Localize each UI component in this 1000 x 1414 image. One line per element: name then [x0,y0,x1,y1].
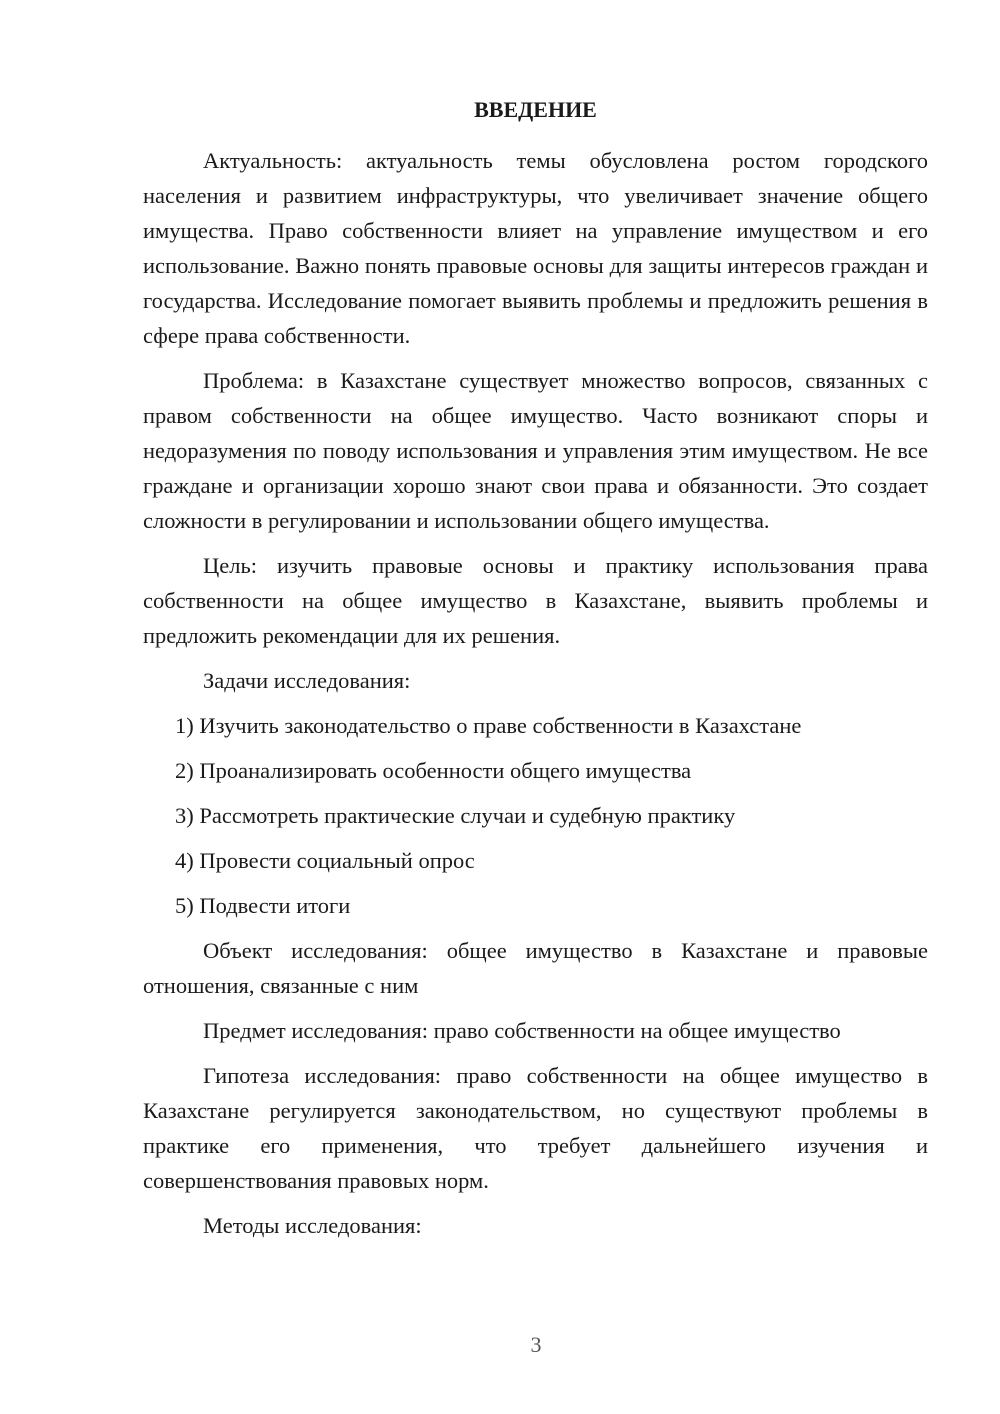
list-item: 1) Изучить законодательство о праве собственности в Казахстане [175,713,802,738]
list-item: 2) Проанализировать особенности общего имущества [175,758,692,783]
section-heading: ВВЕДЕНИЕ [474,97,597,122]
list-item: 5) Подвести итоги [175,893,351,918]
paragraph-relevance: Актуальность: актуальность темы обусловлена ростом городского населения и развитием инфраструктуры, что увеличивает значение общего имущества. Право собственности влияет на управление имуществом и его использование. Важно понять правовые основы для защиты интересов граждан и государства. Исследование помогает выявить проблемы и предложить решения в сфере права собственности. [143,148,928,348]
paragraph-problem: Проблема: в Казахстане существует множество вопросов, связанных с правом собственности на общее имущество. Часто возникают споры и недоразумения по поводу использования и управления этим имуществом. Не все граждане и организации хорошо знают свои права и обязанности. Это создает сложности в регулировании и использовании общего имущества. [143,368,928,533]
methods-title: Методы исследования: [203,1213,422,1238]
list-item: 4) Провести социальный опрос [175,848,475,873]
document-page [143,92,928,1253]
paragraph-subject: Предмет исследования: право собственности на общее имущество [203,1018,841,1043]
tasks-title: Задачи исследования: [203,668,411,693]
list-item: 3) Рассмотреть практические случаи и судебную практику [175,803,736,828]
tasks-list [143,708,928,923]
paragraph-object: Объект исследования: общее имущество в Казахстане и правовые отношения, связанные с ним [143,938,928,998]
page-number: 3 [530,1332,542,1357]
paragraph-goal: Цель: изучить правовые основы и практику использования права собственности на общее имущество в Казахстане, выявить проблемы и предложить рекомендации для их решения. [143,553,928,648]
paragraph-hypothesis: Гипотеза исследования: право собственности на общее имущество в Казахстане регулируется законодательством, но существуют проблемы в практике его применения, что требует дальнейшего изучения и совершенствования правовых норм. [143,1063,928,1193]
